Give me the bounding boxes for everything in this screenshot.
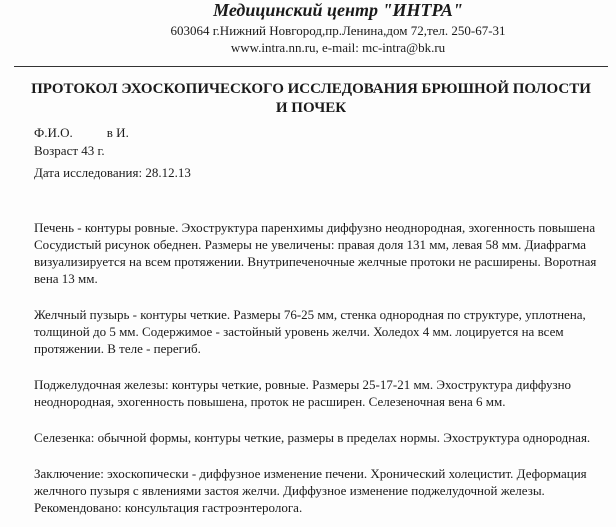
patient-name-row (34, 124, 191, 142)
pancreas-paragraph (34, 376, 594, 410)
paragraph-line: Рекомендовано: консультация гастроэнтеролога. (34, 500, 303, 515)
paragraph-line: Заключение: эхоскопически - диффузное изменение печени. Хронический холецистит. Деформация (34, 466, 587, 481)
paragraph-line: протяжении. В теле - перегиб. (34, 341, 201, 356)
patient-age: Возраст 43 г. (34, 143, 105, 158)
paragraph-line: желчного пузыря с явлениями застоя желчи. Диффузное изменение поджелудочной железы. (34, 483, 545, 498)
conclusion-paragraph (34, 465, 594, 516)
gallbladder-paragraph (34, 306, 594, 357)
patient-name-value: в И. (106, 125, 129, 140)
exam-date: Дата исследования: 28.12.13 (34, 165, 191, 180)
document-title (14, 80, 608, 118)
paragraph-line: неоднородная, эхогенность повышена, проток не расширен. Селезеночная вена 6 мм. (34, 394, 506, 409)
clinic-name: Медицинский центр "ИНТРА" (213, 0, 463, 20)
paragraph-line: Поджелудочная железы: контуры четкие, ровные. Размеры 25-17-21 мм. Эхоструктура диффузно (34, 377, 572, 392)
clinic-contacts: www.intra.nn.ru, e-mail: mc-intra@bk.ru (230, 40, 446, 55)
clinic-address: 603064 г.Нижний Новгород,пр.Ленина,дом 72,тел. 250-67-31 (170, 23, 506, 38)
header-divider (14, 66, 608, 67)
paragraph-line: Селезенка: обычной формы, контуры четкие, размеры в пределах нормы. Эхоструктура однородная. (34, 430, 591, 445)
document-title-line: ПРОТОКОЛ ЭХОСКОПИЧЕСКОГО ИССЛЕДОВАНИЯ БРЮШНОЙ ПОЛОСТИ (31, 81, 591, 97)
paragraph-line: Печень - контуры ровные. Эхоструктура паренхимы диффузно неоднородная, эхогенность повышена (34, 220, 596, 235)
liver-paragraph (34, 219, 597, 287)
patient-info (34, 124, 191, 182)
paragraph-line: толщиной до 5 мм. Содержимое - застойный уровень желчи. Холедох 4 мм. лоцируется на всем (34, 324, 564, 339)
document-title-line: И ПОЧЕК (275, 100, 347, 116)
patient-name-label: Ф.И.О. (34, 125, 73, 140)
paragraph-line: вена 13 мм. (34, 271, 98, 286)
findings-section (34, 219, 597, 527)
paragraph-line: Желчный пузырь - контуры четкие. Размеры 76-25 мм, стенка однородная по структуре, уплотнена, (34, 307, 586, 322)
paragraph-line: визуализируется на всем протяжении. Внутрипеченочные желчные протоки не расширены. Воротная (34, 254, 597, 269)
paragraph-line: Сосудистый рисунок обеднен. Размеры не увеличены: правая доля 131 мм, левая 58 мм. Диафрагма (34, 237, 587, 252)
spleen-paragraph (34, 429, 594, 446)
